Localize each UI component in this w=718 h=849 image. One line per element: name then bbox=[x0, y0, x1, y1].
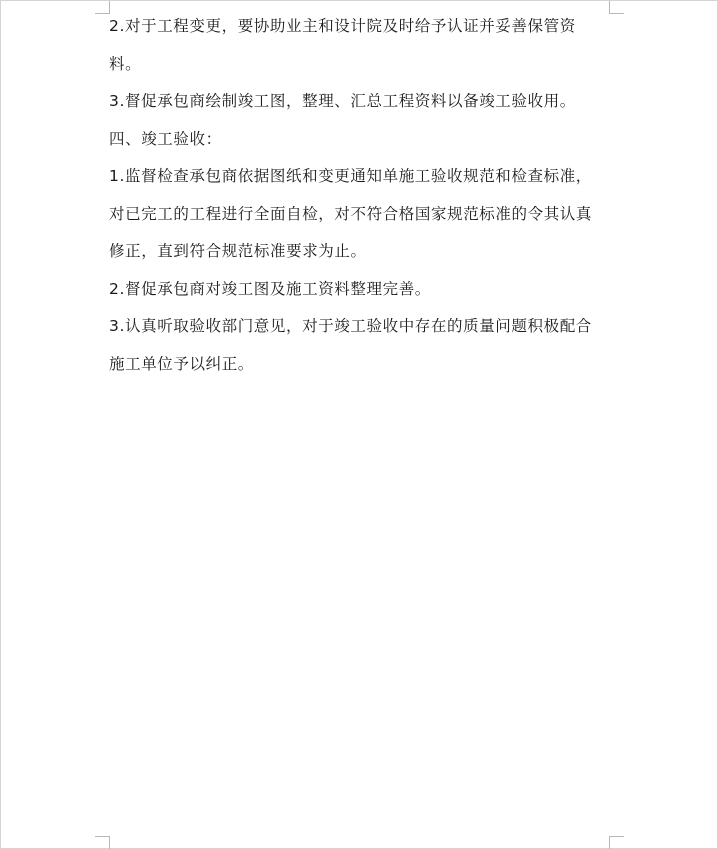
margin-marker-bottom-right bbox=[609, 836, 624, 849]
document-body bbox=[109, 8, 609, 383]
paragraph-line: 2.对于工程变更，要协助业主和设计院及时给予认证并妥善保管资 bbox=[109, 17, 576, 35]
margin-marker-top-left bbox=[95, 1, 110, 14]
section-heading: 四、竣工验收： bbox=[109, 129, 222, 148]
paragraph-line: 1.监督检查承包商依据图纸和变更通知单施工验收规范和检查标准， bbox=[109, 167, 592, 185]
paragraph-line: 3.认真听取验收部门意见，对于竣工验收中存在的质量问题积极配合 bbox=[109, 317, 592, 335]
margin-marker-bottom-left bbox=[95, 836, 110, 849]
paragraph-line: 修正，直到符合规范标准要求为止。 bbox=[109, 242, 367, 260]
margin-marker-top-right bbox=[609, 1, 624, 14]
paragraph-line: 施工单位予以纠正。 bbox=[109, 354, 254, 373]
paragraph-line: 料。 bbox=[109, 54, 142, 73]
paragraph-line: 3.督促承包商绘制竣工图，整理、汇总工程资料以备竣工验收用。 bbox=[109, 92, 576, 110]
paragraph-line: 对已完工的工程进行全面自检，对不符合格国家规范标准的令其认真 bbox=[109, 204, 593, 223]
paragraph-line: 2.督促承包商对竣工图及施工资料整理完善。 bbox=[109, 279, 431, 298]
